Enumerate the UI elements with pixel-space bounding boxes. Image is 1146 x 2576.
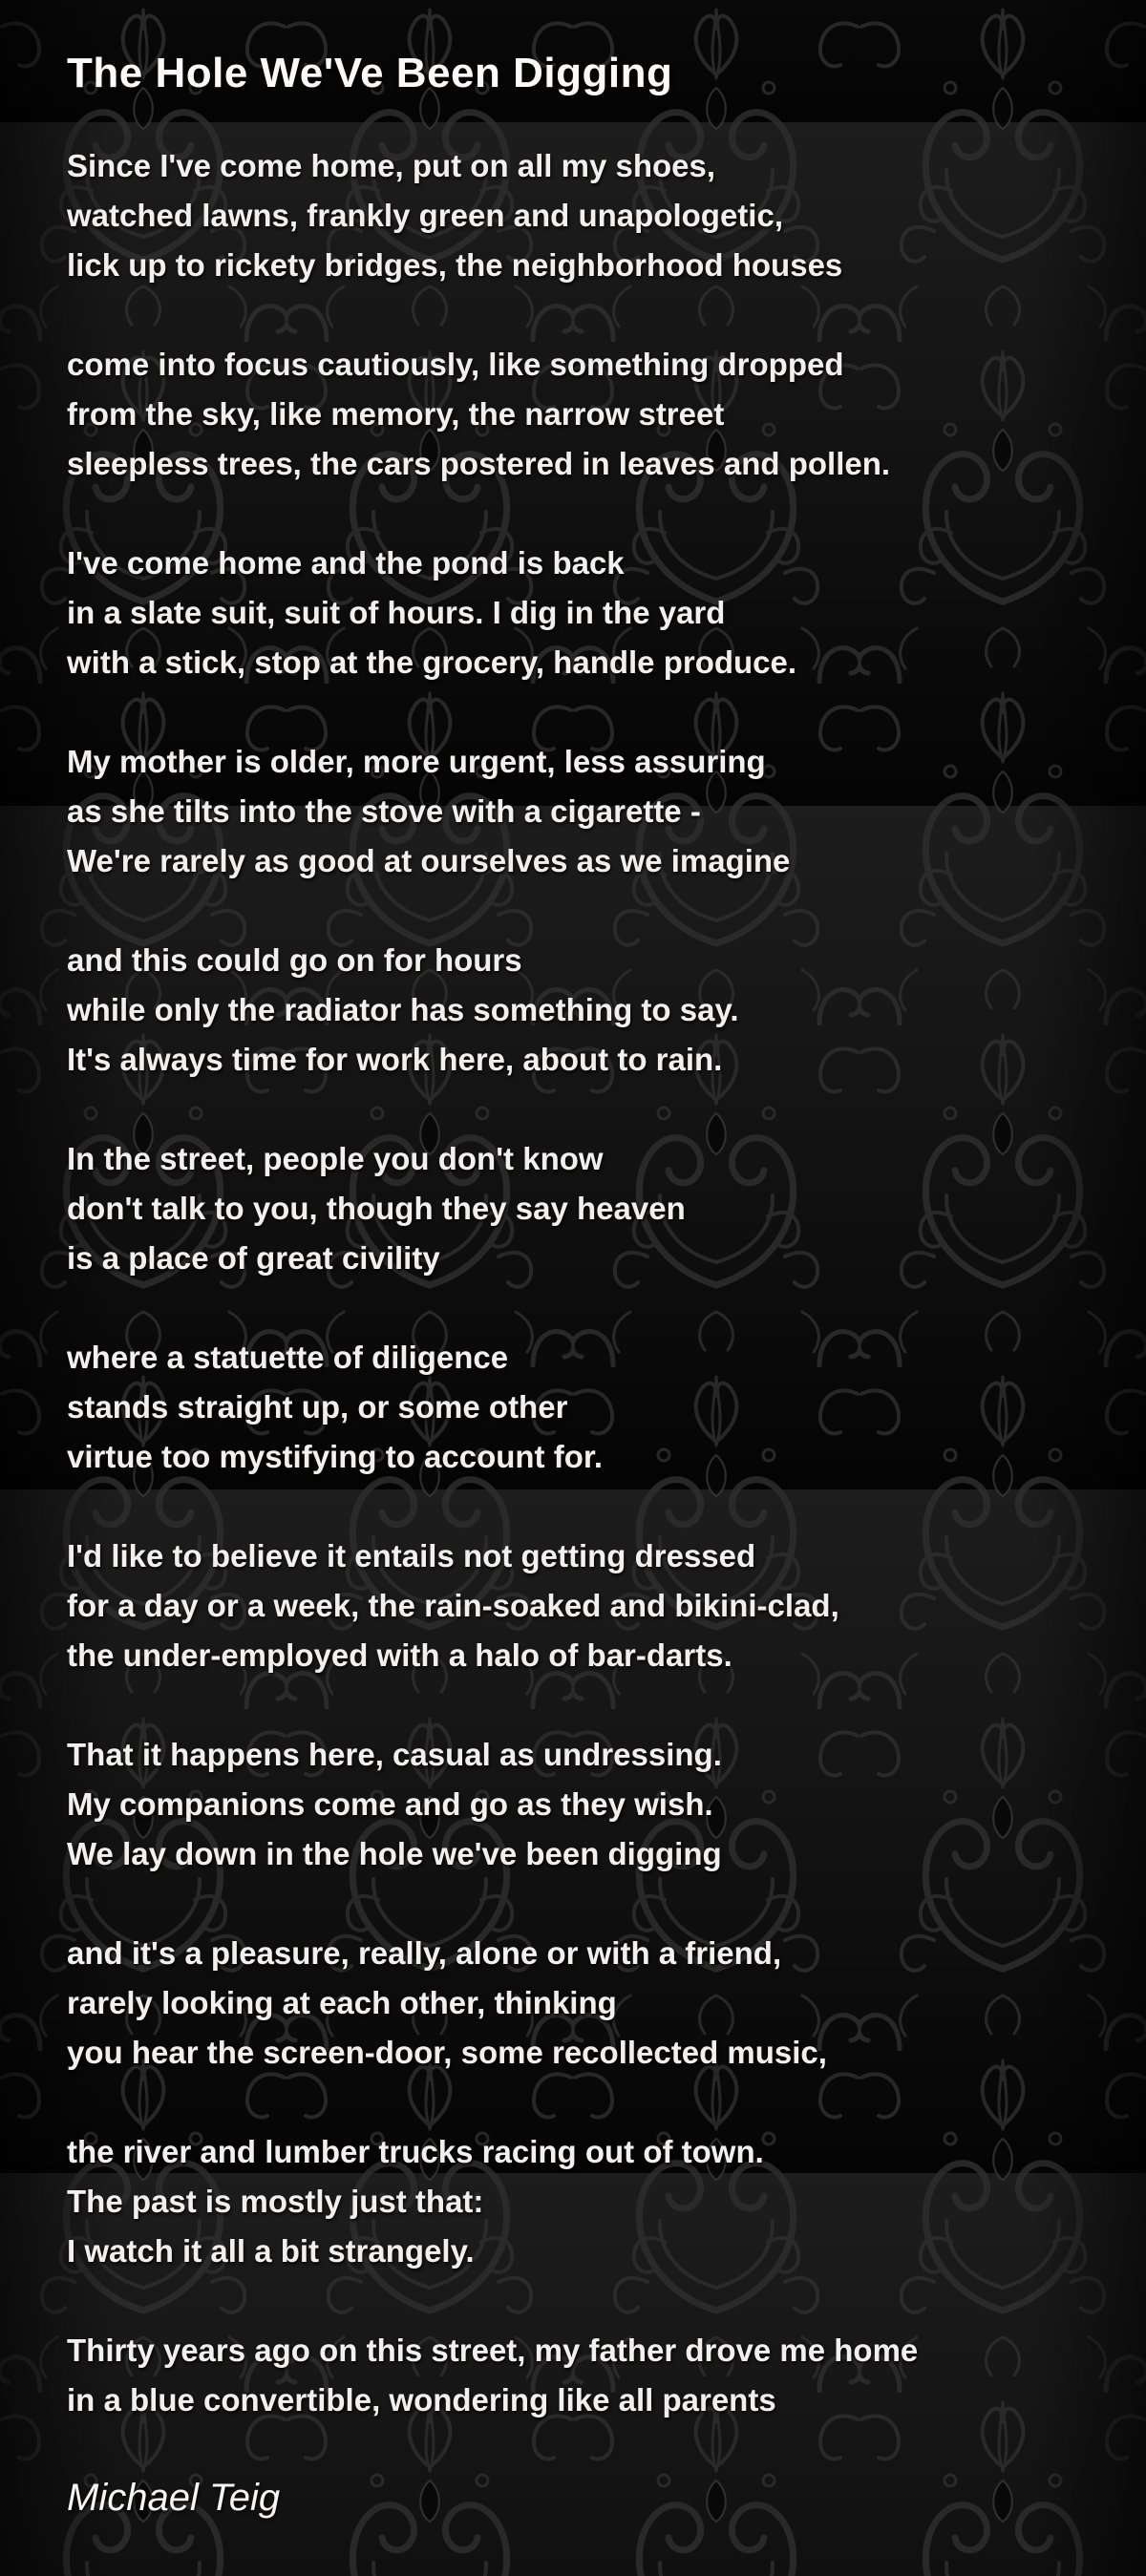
poem-line: In the street, people you don't know (67, 1141, 604, 1176)
stanza (67, 141, 1110, 290)
poem-line: you hear the screen-door, some recollected music, (67, 2035, 827, 2070)
stanza (67, 737, 1110, 886)
stanza (67, 1730, 1110, 1879)
poem-line: We're rarely as good at ourselves as we imagine (67, 843, 791, 878)
stanza (67, 1531, 1110, 1680)
stanza (67, 1929, 1110, 2078)
poem-line: come into focus cautiously, like something dropped (67, 347, 844, 382)
poem-line: Thirty years ago on this street, my father drove me home (67, 2333, 919, 2368)
poem-line: with a stick, stop at the grocery, handle produce. (67, 644, 797, 680)
stanza (67, 538, 1110, 687)
poem-content (67, 50, 1110, 2521)
poem-line: It's always time for work here, about to rain. (67, 1042, 723, 1077)
poem-line: and this could go on for hours (67, 942, 522, 978)
poem-line: as she tilts into the stove with a cigarette - (67, 793, 701, 829)
poem-line: We lay down in the hole we've been digging (67, 1836, 722, 1871)
stanza (67, 1134, 1110, 1283)
poem-line: watched lawns, frankly green and unapologetic, (67, 198, 783, 233)
poem-line: sleepless trees, the cars postered in leaves and pollen. (67, 446, 891, 481)
stanza (67, 1333, 1110, 1482)
poem-line: stands straight up, or some other (67, 1389, 568, 1425)
poem-line: for a day or a week, the rain-soaked and bikini-clad, (67, 1588, 839, 1623)
poem-line: I've come home and the pond is back (67, 545, 625, 581)
poem-line: Since I've come home, put on all my shoes, (67, 148, 716, 183)
poem-line: where a statuette of diligence (67, 1340, 509, 1375)
poem-line: the river and lumber trucks racing out of town. (67, 2134, 764, 2169)
poem-line: is a place of great civility (67, 1240, 440, 1276)
poem-line: I watch it all a bit strangely. (67, 2233, 475, 2269)
poem-line: in a blue convertible, wondering like all parents (67, 2382, 776, 2418)
poem-line: rarely looking at each other, thinking (67, 1985, 617, 2020)
poem-line: The past is mostly just that: (67, 2184, 484, 2219)
poem-title: The Hole We'Ve Been Digging (67, 50, 673, 96)
poem-line: That it happens here, casual as undressing. (67, 1737, 722, 1772)
poem-line: virtue too mystifying to account for. (67, 1439, 604, 1474)
stanza (67, 340, 1110, 489)
poem-line: My companions come and go as they wish. (67, 1786, 713, 1822)
poem-line: while only the radiator has something to say. (67, 992, 739, 1027)
poem-line: lick up to rickety bridges, the neighborhood houses (67, 247, 843, 283)
poem-author: Michael Teig (67, 2477, 281, 2519)
poem-line: My mother is older, more urgent, less assuring (67, 744, 766, 779)
poem-line: in a slate suit, suit of hours. I dig in the yard (67, 595, 726, 630)
poem-line: I'd like to believe it entails not getting dressed (67, 1538, 756, 1573)
stanza (67, 2326, 1110, 2425)
poem-stanzas (67, 141, 1110, 2425)
poem-line: from the sky, like memory, the narrow street (67, 396, 725, 432)
poem-line: and it's a pleasure, really, alone or with a friend, (67, 1935, 782, 1971)
stanza (67, 936, 1110, 1085)
poem-line: don't talk to you, though they say heaven (67, 1191, 686, 1226)
stanza (67, 2127, 1110, 2276)
poem-line: the under-employed with a halo of bar-darts. (67, 1637, 732, 1673)
